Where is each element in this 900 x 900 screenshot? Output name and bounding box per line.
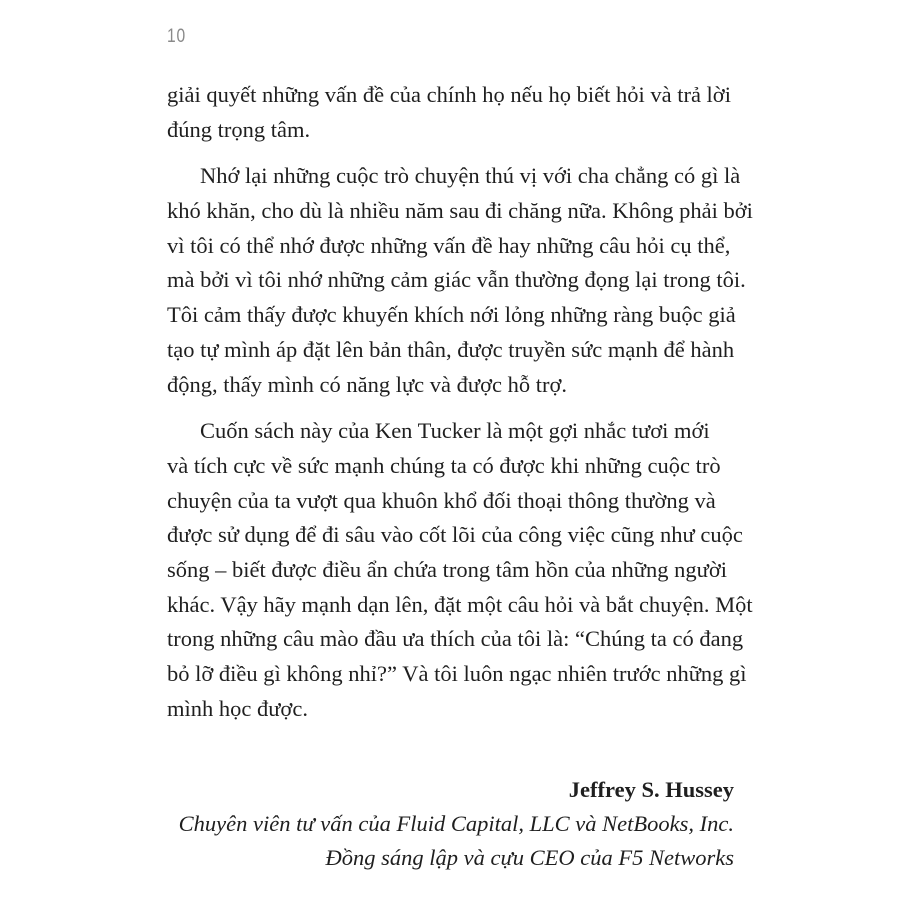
text-line: đúng trọng tâm. bbox=[167, 116, 311, 142]
text-line: khác. Vậy hãy mạnh dạn lên, đặt một câu hỏi và bắt chuyện. Một bbox=[167, 591, 753, 617]
text-line: bỏ lỡ điều gì không nhỉ?” Và tôi luôn ngạc nhiên trước những gì bbox=[167, 661, 747, 686]
body-text bbox=[167, 78, 753, 726]
author-role: Chuyên viên tư vấn của Fluid Capital, LLC và NetBooks, Inc. bbox=[178, 811, 734, 836]
text-line: và tích cực về sức mạnh chúng ta có được khi những cuộc trò bbox=[167, 452, 721, 478]
text-line: vì tôi có thể nhớ được những vấn đề hay những câu hỏi cụ thể, bbox=[167, 232, 731, 258]
text-line: được sử dụng để đi sâu vào cốt lõi của công việc cũng như cuộc bbox=[167, 522, 743, 548]
paragraph-1 bbox=[167, 78, 742, 147]
text-line: sống – biết được điều ẩn chứa trong tâm hồn của những người bbox=[167, 556, 727, 582]
author-role: Đồng sáng lập và cựu CEO của F5 Networks bbox=[325, 845, 734, 870]
text-line: mình học được. bbox=[167, 695, 308, 721]
text-line: khó khăn, cho dù là nhiều năm sau đi chăng nữa. Không phải bởi bbox=[167, 198, 753, 224]
text-line: mà bởi vì tôi nhớ những cảm giác vẫn thường đọng lại trong tôi. bbox=[167, 267, 746, 293]
text-line: chuyện của ta vượt qua khuôn khổ đối thoại thông thường và bbox=[167, 487, 716, 513]
page-number: 10 bbox=[167, 26, 186, 47]
text-line: Nhớ lại những cuộc trò chuyện thú vị với cha chẳng có gì là bbox=[200, 163, 741, 189]
paragraph-2 bbox=[167, 159, 753, 402]
text-line: động, thấy mình có năng lực và được hỗ trợ. bbox=[167, 371, 567, 397]
text-line: Tôi cảm thấy được khuyến khích nới lỏng những ràng buộc giả bbox=[167, 302, 736, 328]
text-line: trong những câu mào đầu ưa thích của tôi là: “Chúng ta có đang bbox=[167, 626, 744, 652]
author-name: Jeffrey S. Hussey bbox=[568, 777, 734, 802]
text-line: giải quyết những vấn đề của chính họ nếu họ biết hỏi và trả lời bbox=[167, 82, 731, 107]
text-line: tạo tự mình áp đặt lên bản thân, được truyền sức mạnh để hành bbox=[167, 336, 735, 362]
paragraph-3 bbox=[167, 414, 753, 726]
text-line: Cuốn sách này của Ken Tucker là một gợi nhắc tươi mới bbox=[200, 418, 710, 444]
signature-block bbox=[179, 773, 734, 875]
